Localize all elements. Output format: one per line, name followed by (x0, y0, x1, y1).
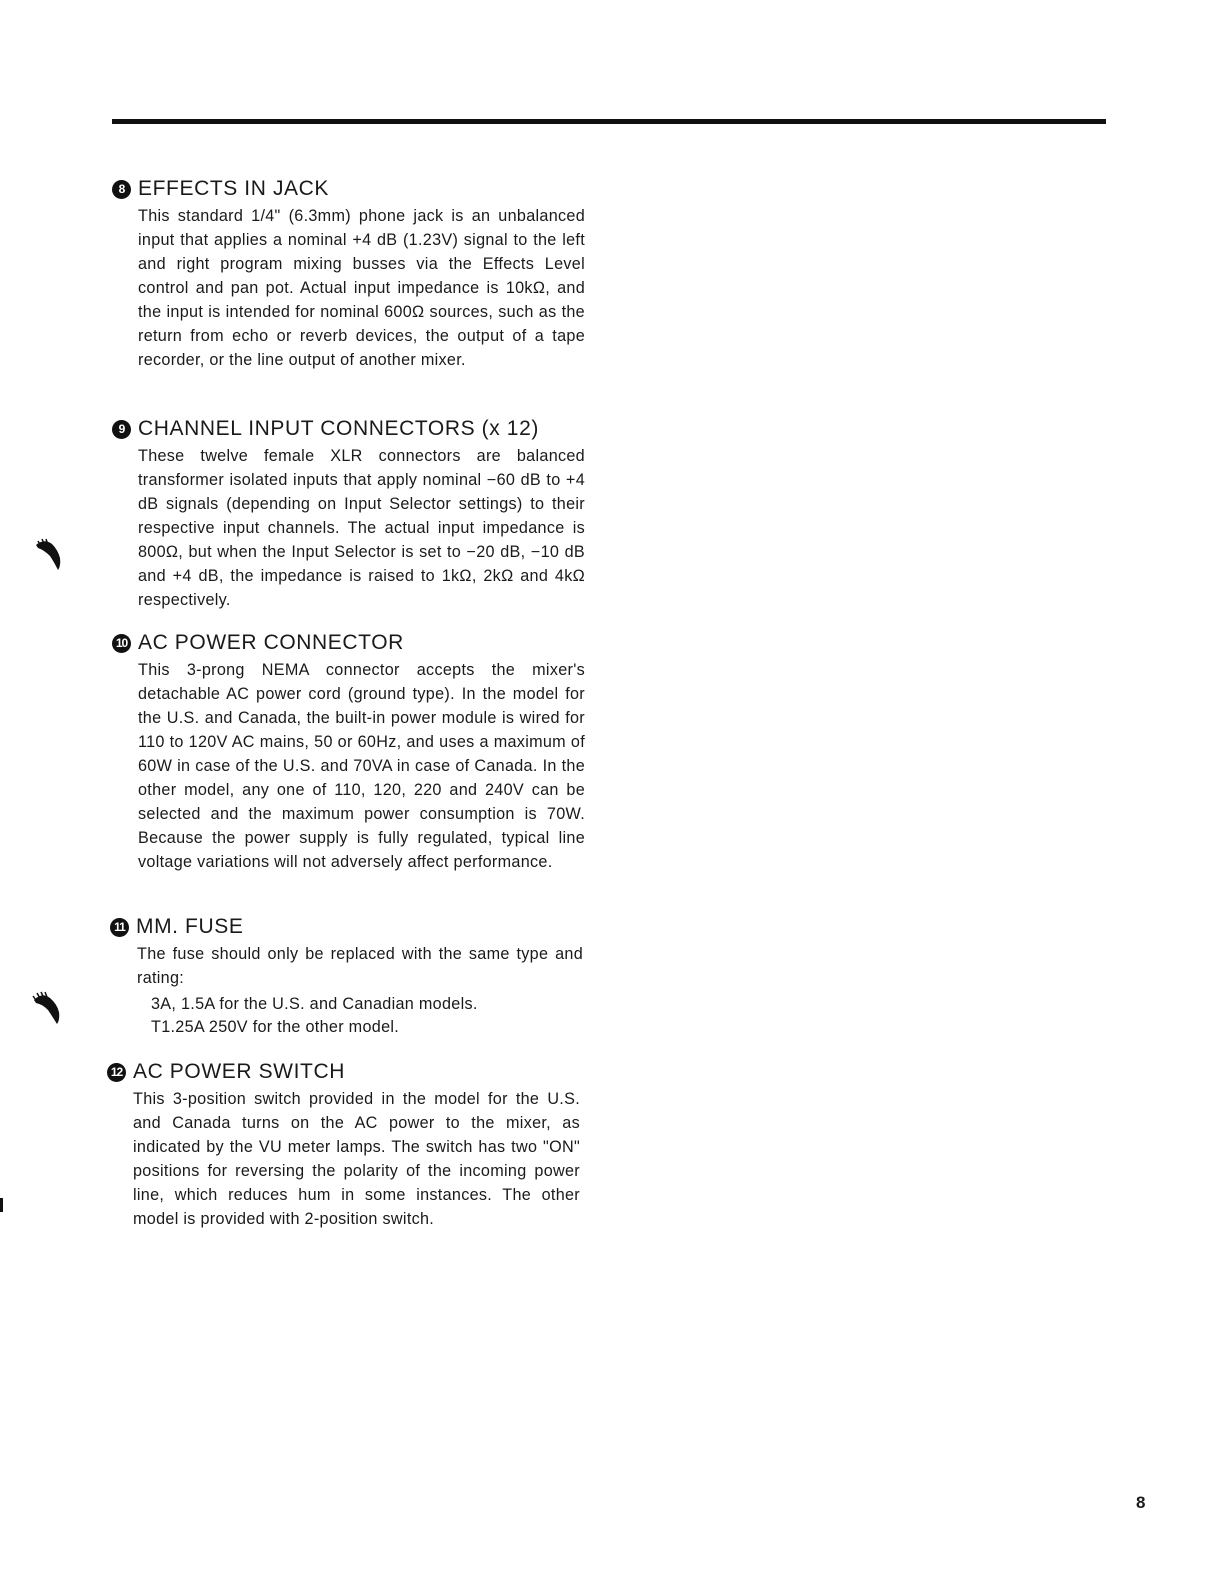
section-ac-power-connector (112, 630, 585, 874)
section-title: AC POWER CONNECTOR (138, 631, 404, 654)
fuse-rating-item: T1.25A 250V for the other model. (151, 1018, 400, 1036)
section-heading (112, 630, 585, 656)
item-number-badge: 8 (112, 180, 131, 199)
item-number-badge: 10 (112, 634, 131, 653)
fuse-ratings-list (151, 993, 583, 1039)
section-channel-input-connectors (112, 416, 585, 612)
item-number-badge: 11 (110, 918, 129, 937)
section-heading (107, 1059, 580, 1085)
edge-mark (0, 1198, 3, 1212)
section-mm-fuse (110, 914, 583, 1039)
section-heading (110, 914, 583, 940)
section-title: EFFECTS IN JACK (138, 177, 330, 200)
item-number-badge: 12 (107, 1063, 126, 1082)
binder-mark-icon (28, 988, 66, 1026)
section-heading (112, 176, 585, 202)
binder-mark-icon (32, 536, 68, 572)
page-number: 8 (1136, 1493, 1146, 1512)
section-title: CHANNEL INPUT CONNECTORS (x 12) (138, 417, 539, 440)
section-body: The fuse should only be replaced with the same type and rating: (137, 945, 583, 987)
section-heading (112, 416, 585, 442)
section-body: This 3-position switch provided in the model for the U.S. and Canada turns on the AC power to the mixer, as indicated by the VU meter lamps. The switch has two "ON" positions for reversing the polarity of the incoming power line, which reduces hum in some instances. The other model is provided with 2-position switch. (133, 1090, 580, 1228)
section-title: MM. FUSE (136, 915, 244, 938)
section-body: These twelve female XLR connectors are balanced transformer isolated inputs that apply nominal −60 dB to +4 dB signals (depending on Input Selector settings) to their respective input channels. The actual input impedance is 800Ω, but when the Input Selector is set to −20 dB, −10 dB and +4 dB, the impedance is raised to 1kΩ, 2kΩ and 4kΩ respectively. (138, 447, 585, 609)
item-number-badge: 9 (112, 420, 131, 439)
top-rule (112, 119, 1106, 124)
section-body: This 3-prong NEMA connector accepts the mixer's detachable AC power cord (ground type). In the model for the U.S. and Canada, the built-in power module is wired for 110 to 120V AC mains, 50 or 60Hz, and uses a maximum of 60W in case of the U.S. and 70VA in case of Canada. In the other model, any one of 110, 120, 220 and 240V can be selected and the maximum power consumption is 70W. Because the power supply is fully regulated, typical line voltage variations will not adversely affect performance. (138, 661, 585, 871)
section-effects-in-jack (112, 176, 585, 372)
section-body: This standard 1/4" (6.3mm) phone jack is an unbalanced input that applies a nominal +4 dB (1.23V) signal to the left and right program mixing busses via the Effects Level control and pan pot. Actual input impedance is 10kΩ, and the input is intended for nominal 600Ω sources, such as the return from echo or reverb devices, the output of a tape recorder, or the line output of another mixer. (138, 207, 585, 369)
fuse-rating-item: 3A, 1.5A for the U.S. and Canadian models. (151, 995, 478, 1013)
section-title: AC POWER SWITCH (133, 1060, 345, 1083)
section-ac-power-switch (107, 1059, 580, 1231)
